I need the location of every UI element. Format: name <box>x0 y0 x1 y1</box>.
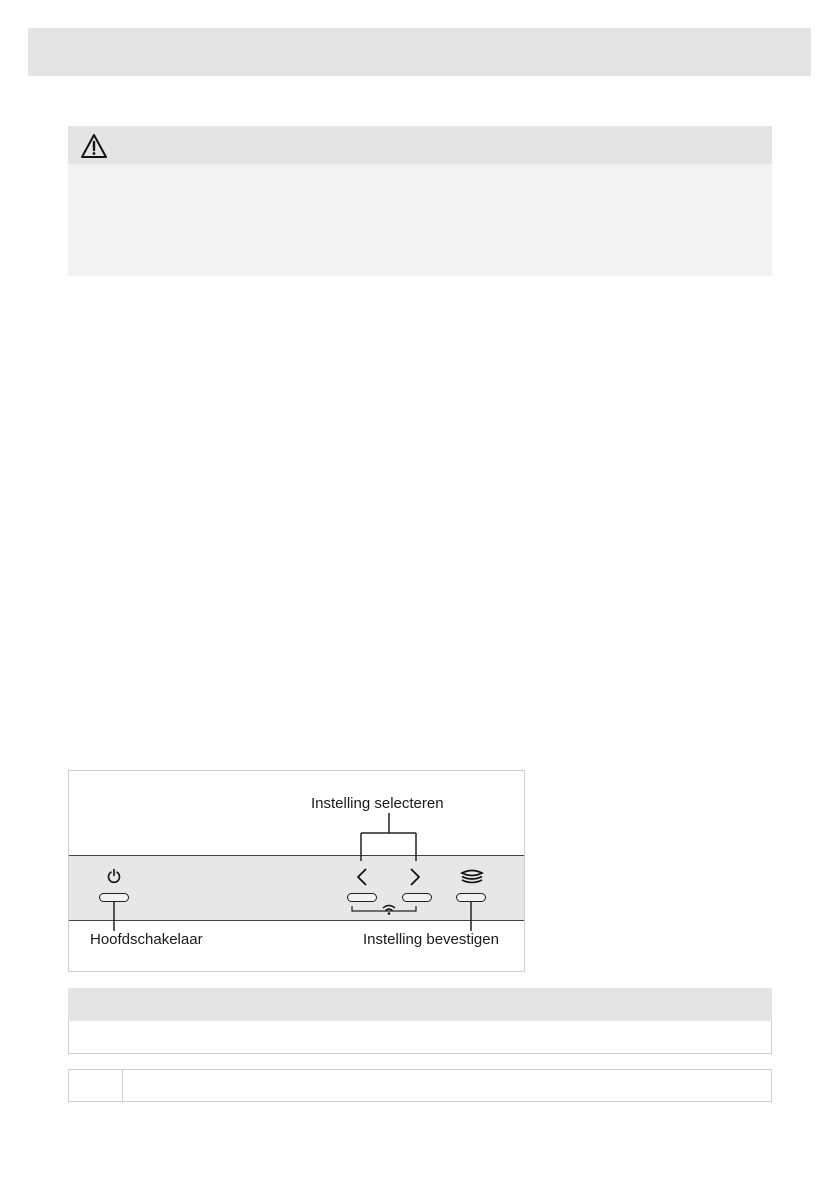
select-previous-button[interactable] <box>347 893 377 902</box>
layers-icon <box>459 868 485 884</box>
main-switch-button[interactable] <box>99 893 129 902</box>
table-row <box>68 1021 772 1054</box>
chevron-right-icon[interactable] <box>407 867 423 887</box>
note-row-left-cell <box>69 1070 123 1101</box>
chevron-left-icon[interactable] <box>354 867 370 887</box>
page-header-bar <box>28 28 811 76</box>
note-row <box>68 1069 772 1102</box>
label-setting-select: Instelling selecteren <box>311 795 444 812</box>
warning-box <box>68 126 772 276</box>
warning-icon <box>80 133 108 159</box>
power-icon <box>106 868 122 884</box>
wifi-icon <box>381 903 397 916</box>
control-panel-figure <box>68 770 525 972</box>
label-main-switch: Hoofdschakelaar <box>90 931 203 948</box>
callout-lines <box>69 771 524 971</box>
label-setting-confirm: Instelling bevestigen <box>363 931 499 948</box>
warning-header <box>68 126 772 164</box>
table-header-bar <box>68 988 772 1021</box>
select-next-button[interactable] <box>402 893 432 902</box>
confirm-setting-button[interactable] <box>456 893 486 902</box>
